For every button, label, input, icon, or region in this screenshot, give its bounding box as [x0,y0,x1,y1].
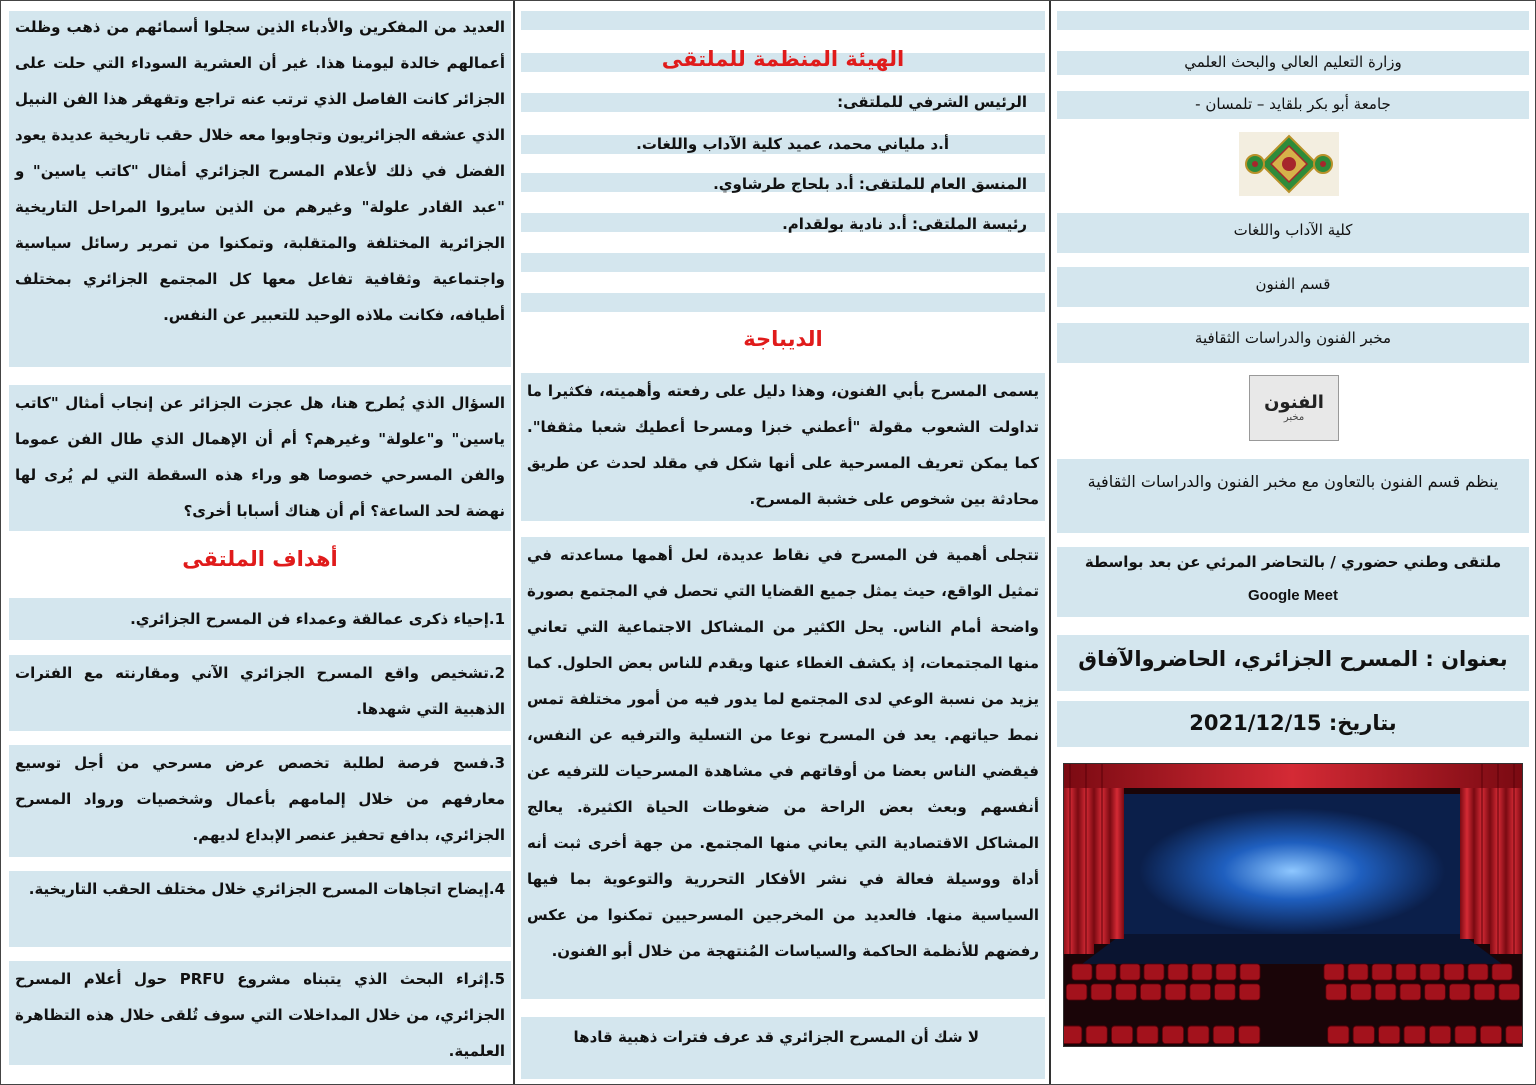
goal-item: 4.إيضاح اتجاهات المسرح الجزائري خلال مختلف الحقب التاريخية. [28,880,505,898]
intro-continuation-paragraph: العديد من المفكرين والأدباء الذين سجلوا أسمائهم من ذهب وظلت أعمالهم خالدة ليومنا هذا. غير أن العشرية السوداء التي حلت على الجزائر كانت الفاصل الذي ترتب عنه تراجع وتقهقر هذا الفن النبيل الذي عشقه الجزائريون وتجاوبوا معه خلال حقب تاريخية عديدة يعود الفضل في ذلك لأعلام المسرح الجزائري أمثال "كاتب ياسين" و "عبد القادر علولة" وغيرهم من الذين سايروا المراحل التاريخية الجزائرية المختلفة والمتقلبة، وتمكنوا من تمرير رسائل سياسية واجتماعية وثقافية تفاعل معها كل المجتمع الجزائري بمختلف أطيافه، فكانت ملاذه الوحيد للتعبير عن النفس. [15,18,505,324]
question-paragraph: السؤال الذي يُطرح هنا، هل عجزت الجزائر عن إنجاب أمثال "كاتب ياسين" و"علولة" وغيرهم؟ أم أن الإهمال الذي طال الفن عموما والفن المسرحي خصوصا هو وراء هذه السقطة التي لم يُرى لها نهضة لحد الساعة؟ أم أن هناك أسبابا أخرى؟ [15,394,505,520]
middle-column [521,7,1045,1078]
faculty-name: كلية الآداب واللغات [1233,221,1353,239]
organizing-statement: ينظم قسم الفنون بالتعاون مع مخبر الفنون والدراسات الثقافية [1087,472,1499,491]
left-column [9,7,511,1078]
goals-heading: أهداف الملتقى [182,547,338,571]
preamble-paragraph: يسمى المسرح بأبي الفنون، وهذا دليل على رفعته وأهميته، فكثيرا ما تداولت الشعوب مقولة "أعطني خبزا ومسرحا أعطيك شعبا مثقفا". كما يمكن تعريف المسرحية على أنها شكل في مقلد لحدث عن طريق محادثة بين شخوص على خشبة المسرح. [527,382,1039,508]
goal-item: 3.فسح فرصة لطلبة تخصص عرض مسرحي من أجل توسيع معارفهم من خلال إلمامهم بأعمال وشخصيات ورواد المسرح الجزائري، بدافع تحفيز عنصر الإبداع لديهم. [15,754,505,844]
preamble-heading: الديباجة [743,327,823,351]
university-name: جامعة أبو بكر بلقايد – تلمسان - [1195,95,1391,113]
general-coordinator: المنسق العام للملتقى: أ.د بلحاج طرشاوي. [713,175,1027,193]
organizing-committee-heading: الهيئة المنظمة للملتقى [661,47,905,71]
conference-mode: ملتقى وطني حضوري / بالتحاضر المرئي عن بعد بواسطة [1084,553,1502,571]
lab-logo-sub: مخبر [1283,412,1305,424]
conference-date: بتاريخ: 2021/12/15 [1189,711,1397,735]
cover-column [1057,7,1529,1078]
goal-item: 5.إثراء البحث الذي يتبناه مشروع PRFU حول أعلام المسرح الجزائري، من خلال المداخلات التي سوف تُلقى خلال هذه التظاهرة العلمية. [15,970,506,1060]
honorary-president-label: الرئيس الشرفي للملتقى: [837,93,1027,111]
conference-title: بعنوان : المسرح الجزائري، الحاضروالآفاق [1078,647,1508,671]
google-meet-label: Google Meet [1247,587,1338,604]
preamble-paragraph: تتجلى أهمية فن المسرح في نقاط عديدة، لعل أهمها مساعدته في تمثيل الواقع، حيث يمثل جميع القضايا التي تحصل في المجتمع بصورة واضحة أمام الناس. يحل الكثير من المشاكل الاجتماعية التي تعاني منها المجتمعات، إذ يكشف الغطاء عنها ويقدم للناس بعض الحلول. كما يزيد من نسبة الوعي لدى المجتمع لما يدور فيه من أمور مختلفة تمس نمط حياتهم. يعد فن المسرح نوعا من التسلية والترفيه عن النفس، فيقضي الناس بعضا من أوقاتهم في مشاهدة المسرحيات للترفيه عن أنفسهم وبعث بعض الراحة من ضغوطات الحياة الكثيرة. يعالج المشاكل الاقتصادية التي يعاني منها المجتمع. من جهة أخرى ثبت أنه أداة ووسيلة فعالة في نشر الأفكار التحررية والتوعوية بما فيها السياسية منها. فالعديد من المخرجين المسرحيين تمكنوا من عكس رفضهم للأنظمة الحاكمة والسياسات المُنتهجة من خلال أبو الفنون. [527,546,1039,960]
column-divider [1049,1,1051,1084]
goal-item: 1.إحياء ذكرى عمالقة وعمداء فن المسرح الجزائري. [130,610,505,628]
theater-stage-image [1063,763,1523,1047]
department-name: قسم الفنون [1255,275,1331,293]
ministry-name: وزارة التعليم العالي والبحث العلمي [1184,53,1402,71]
conference-president: رئيسة الملتقى: أ.د نادية بولقدام. [782,215,1027,233]
column-divider [513,1,515,1084]
lab-name: مخبر الفنون والدراسات الثقافية [1194,329,1392,347]
goal-item: 2.تشخيص واقع المسرح الجزائري الآني ومقارنته مع الفترات الذهبية التي شهدها. [15,664,505,718]
preamble-paragraph: لا شك أن المسرح الجزائري قد عرف فترات ذهبية قادها [573,1028,979,1046]
honorary-president-name: أ.د ملياني محمد، عميد كلية الآداب واللغات. [636,135,949,153]
arts-lab-logo-icon [1249,375,1339,441]
university-emblem-icon [1237,131,1341,197]
lab-logo-text: الفنون [1264,391,1324,413]
